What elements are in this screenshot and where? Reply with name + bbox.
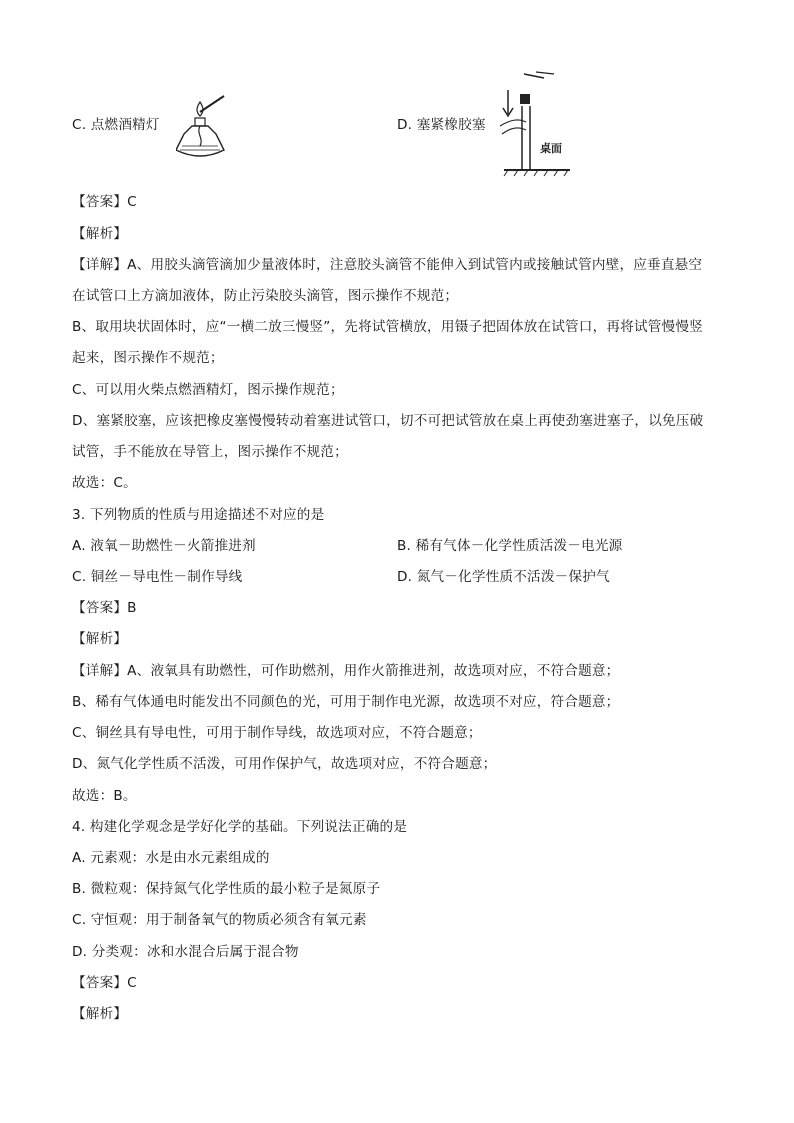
- q4-option-c: C. 守恒观：用于制备氧气的物质必须含有氧元素: [72, 912, 367, 928]
- option-c-label: C. 点燃酒精灯: [72, 117, 160, 133]
- q2-detail-line: D、塞紧胶塞，应该把橡皮塞慢慢转动着塞进试管口，切不可把试管放在桌上再使劲塞进塞子，以免压破: [72, 413, 704, 429]
- alcohol-lamp-figure: [176, 94, 232, 164]
- q3-analysis-header: 【解析】: [72, 631, 128, 647]
- q4-option-b: B. 微粒观：保持氮气化学性质的最小粒子是氮原子: [72, 881, 381, 897]
- q3-answer: 【答案】B: [72, 600, 137, 616]
- rubber-stopper-figure: [496, 70, 572, 180]
- q2-analysis-header: 【解析】: [72, 226, 128, 242]
- q3-option-b: B. 稀有气体－化学性质活泼－电光源: [397, 538, 623, 554]
- q2-detail-line: 故选：C。: [72, 475, 137, 491]
- q4-stem: 4. 构建化学观念是学好化学的基础。下列说法正确的是: [72, 819, 408, 835]
- q4-option-d: D. 分类观：冰和水混合后属于混合物: [72, 944, 299, 960]
- q3-detail-line: D、氮气化学性质不活泼，可用作保护气，故选项对应，不符合题意；: [72, 756, 497, 772]
- q3-option-a: A. 液氧－助燃性－火箭推进剂: [72, 538, 256, 554]
- q3-detail-line: C、铜丝具有导电性，可用于制作导线，故选项对应，不符合题意；: [72, 725, 482, 741]
- q3-detail-line: 【详解】A、液氧具有助燃性，可作助燃剂，用作火箭推进剂，故选项对应，不符合题意；: [72, 663, 620, 679]
- q2-answer: 【答案】C: [72, 194, 137, 210]
- q2-detail-line: 在试管口上方滴加液体，防止污染胶头滴管，图示操作不规范；: [72, 288, 459, 304]
- desk-label: 桌面: [540, 142, 562, 155]
- q4-answer: 【答案】C: [72, 975, 137, 991]
- q3-option-d: D. 氮气－化学性质不活泼－保护气: [397, 569, 610, 585]
- q3-detail-line: 故选：B。: [72, 788, 137, 804]
- q3-stem: 3. 下列物质的性质与用途描述不对应的是: [72, 507, 325, 523]
- q2-detail-line: 试管，手不能放在导管上，图示操作不规范；: [72, 444, 348, 460]
- q2-detail-line: 【详解】A、用胶头滴管滴加少量液体时，注意胶头滴管不能伸入到试管内或接触试管内壁，应垂直悬空: [72, 257, 703, 273]
- q2-detail-line: 起来，图示操作不规范；: [72, 350, 224, 366]
- q3-option-c: C. 铜丝－导电性－制作导线: [72, 569, 243, 585]
- q4-option-a: A. 元素观：水是由水元素组成的: [72, 850, 270, 866]
- q2-detail-line: C、可以用火柴点燃酒精灯，图示操作规范；: [72, 382, 344, 398]
- option-d-label: D. 塞紧橡胶塞: [397, 117, 486, 133]
- q2-detail-line: B、取用块状固体时，应“一横二放三慢竖”，先将试管横放，用镊子把固体放在试管口，再将试管慢慢竖: [72, 319, 703, 335]
- q4-analysis-header: 【解析】: [72, 1006, 128, 1022]
- q3-detail-line: B、稀有气体通电时能发出不同颜色的光，可用于制作电光源，故选项不对应，符合题意；: [72, 694, 620, 710]
